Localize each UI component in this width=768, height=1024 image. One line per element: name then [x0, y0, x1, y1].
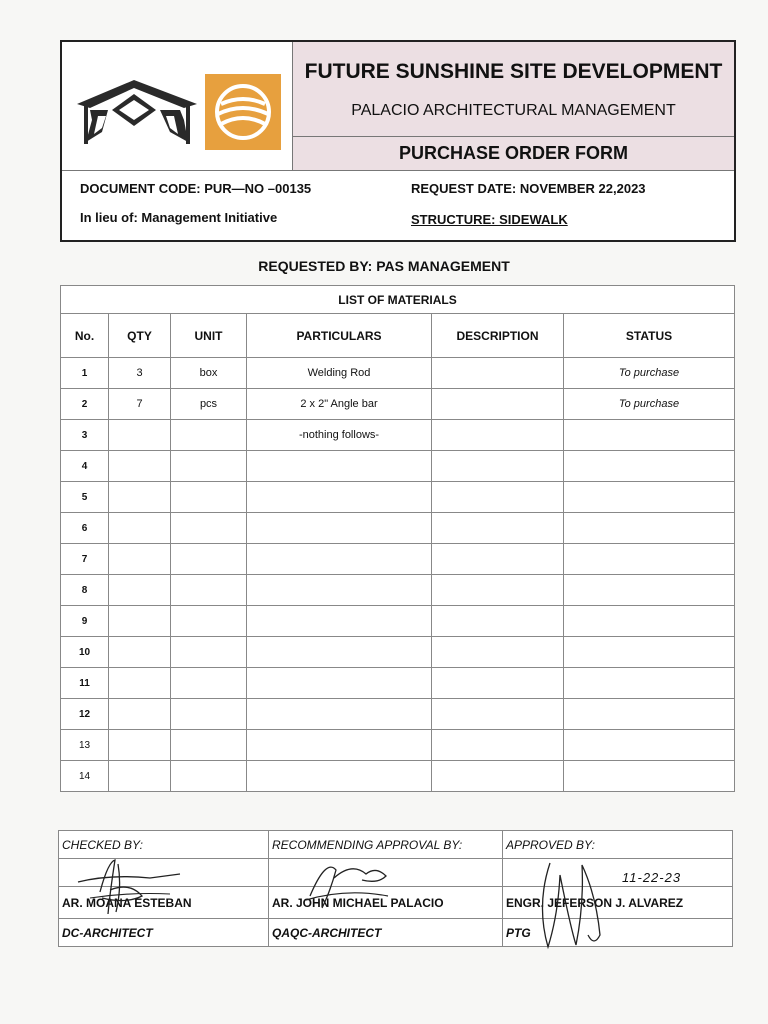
row-qty: [109, 420, 171, 451]
table-row: [61, 420, 735, 451]
row-description: [432, 575, 564, 606]
row-unit: [171, 699, 247, 730]
row-number: 9: [61, 606, 109, 637]
row-qty: [109, 482, 171, 513]
sun-logo-icon: [205, 74, 281, 150]
row-unit: [171, 420, 247, 451]
column-header-description: DESCRIPTION: [432, 314, 564, 358]
in-lieu-of: In lieu of: Management Initiative: [80, 210, 278, 225]
structure: STRUCTURE: SIDEWALK: [411, 212, 568, 227]
row-qty: [109, 451, 171, 482]
row-description: [432, 637, 564, 668]
row-status: To purchase: [564, 389, 735, 420]
row-particulars: [247, 668, 432, 699]
row-number: 7: [61, 544, 109, 575]
row-status: [564, 482, 735, 513]
table-row: [61, 513, 735, 544]
column-header-no: No.: [61, 314, 109, 358]
row-qty: [109, 544, 171, 575]
recommending-label: RECOMMENDING APPROVAL BY:: [269, 831, 503, 859]
row-particulars: [247, 730, 432, 761]
row-number: 2: [61, 389, 109, 420]
row-unit: [171, 513, 247, 544]
row-description: [432, 730, 564, 761]
column-header-particulars: PARTICULARS: [247, 314, 432, 358]
checked-by-label: CHECKED BY:: [59, 831, 269, 859]
requested-by: REQUESTED BY: PAS MANAGEMENT: [258, 258, 510, 274]
row-description: [432, 761, 564, 792]
table-row: [61, 730, 735, 761]
recommending-name: AR. JOHN MICHAEL PALACIO: [269, 887, 503, 919]
row-number: 4: [61, 451, 109, 482]
row-status: [564, 451, 735, 482]
row-qty: [109, 668, 171, 699]
column-header-status: STATUS: [564, 314, 735, 358]
recommending-signature-space: [269, 859, 503, 887]
row-status: To purchase: [564, 358, 735, 389]
checked-by-name: AR. MOANA ESTEBAN: [59, 887, 269, 919]
row-status: [564, 544, 735, 575]
approval-date: 11-22-23: [622, 870, 682, 885]
row-particulars: [247, 606, 432, 637]
row-description: [432, 420, 564, 451]
recommending-role: QAQC-ARCHITECT: [269, 919, 503, 947]
company-name: FUTURE SUNSHINE SITE DEVELOPMENT: [304, 60, 723, 83]
row-description: [432, 699, 564, 730]
table-row: [61, 451, 735, 482]
row-particulars: [247, 451, 432, 482]
column-header-qty: QTY: [109, 314, 171, 358]
signature-block: [58, 830, 732, 947]
row-number: 14: [61, 761, 109, 792]
header-divider: [62, 170, 734, 171]
table-row: [61, 668, 735, 699]
table-row: [61, 389, 735, 420]
row-status: [564, 637, 735, 668]
row-description: [432, 544, 564, 575]
row-status: [564, 761, 735, 792]
row-number: 1: [61, 358, 109, 389]
row-status: [564, 668, 735, 699]
row-description: [432, 513, 564, 544]
row-status: [564, 513, 735, 544]
row-qty: [109, 513, 171, 544]
row-particulars: [247, 637, 432, 668]
row-unit: [171, 451, 247, 482]
row-particulars: [247, 761, 432, 792]
row-particulars: [247, 699, 432, 730]
row-unit: [171, 606, 247, 637]
table-row: [61, 575, 735, 606]
row-status: [564, 575, 735, 606]
table-row: [61, 606, 735, 637]
row-number: 5: [61, 482, 109, 513]
row-number: 8: [61, 575, 109, 606]
form-header: [60, 40, 736, 242]
column-header-unit: UNIT: [171, 314, 247, 358]
row-unit: [171, 575, 247, 606]
row-description: [432, 482, 564, 513]
row-number: 10: [61, 637, 109, 668]
row-unit: [171, 544, 247, 575]
table-row: [61, 544, 735, 575]
logo-area: [62, 42, 293, 170]
row-particulars: [247, 513, 432, 544]
table-row: [61, 699, 735, 730]
row-particulars: [247, 575, 432, 606]
checked-by-role: DC-ARCHITECT: [59, 919, 269, 947]
row-particulars: 2 x 2" Angle bar: [247, 389, 432, 420]
row-qty: [109, 575, 171, 606]
row-qty: [109, 637, 171, 668]
row-qty: 7: [109, 389, 171, 420]
row-status: [564, 606, 735, 637]
row-unit: [171, 668, 247, 699]
table-row: [61, 637, 735, 668]
materials-title: LIST OF MATERIALS: [61, 286, 735, 314]
subcompany-name: PALACIO ARCHITECTURAL MANAGEMENT: [351, 102, 676, 119]
approved-signature-space: [503, 859, 733, 887]
table-row: [61, 482, 735, 513]
row-description: [432, 358, 564, 389]
row-status: [564, 730, 735, 761]
row-unit: [171, 761, 247, 792]
row-qty: 3: [109, 358, 171, 389]
row-description: [432, 606, 564, 637]
row-particulars: -nothing follows-: [247, 420, 432, 451]
row-qty: [109, 730, 171, 761]
row-particulars: [247, 482, 432, 513]
row-number: 3: [61, 420, 109, 451]
row-unit: box: [171, 358, 247, 389]
row-description: [432, 389, 564, 420]
row-number: 12: [61, 699, 109, 730]
house-logo-icon: [72, 76, 202, 146]
row-unit: pcs: [171, 389, 247, 420]
row-status: [564, 699, 735, 730]
row-number: 6: [61, 513, 109, 544]
request-date: REQUEST DATE: NOVEMBER 22,2023: [411, 181, 646, 196]
row-unit: [171, 482, 247, 513]
row-qty: [109, 699, 171, 730]
row-qty: [109, 761, 171, 792]
approved-by-name: ENGR. JEFERSON J. ALVAREZ: [503, 887, 733, 919]
document-code: DOCUMENT CODE: PUR—NO –00135: [80, 181, 312, 196]
row-number: 11: [61, 668, 109, 699]
materials-table: [60, 285, 734, 792]
table-row: [61, 761, 735, 792]
row-status: [564, 420, 735, 451]
row-description: [432, 451, 564, 482]
approved-by-role: PTG: [503, 919, 733, 947]
table-row: [61, 358, 735, 389]
row-particulars: Welding Rod: [247, 358, 432, 389]
row-qty: [109, 606, 171, 637]
row-unit: [171, 637, 247, 668]
row-number: 13: [61, 730, 109, 761]
approved-by-label: APPROVED BY:: [503, 831, 733, 859]
row-particulars: [247, 544, 432, 575]
checked-signature-space: [59, 859, 269, 887]
row-description: [432, 668, 564, 699]
row-unit: [171, 730, 247, 761]
form-title: PURCHASE ORDER FORM: [293, 137, 734, 170]
